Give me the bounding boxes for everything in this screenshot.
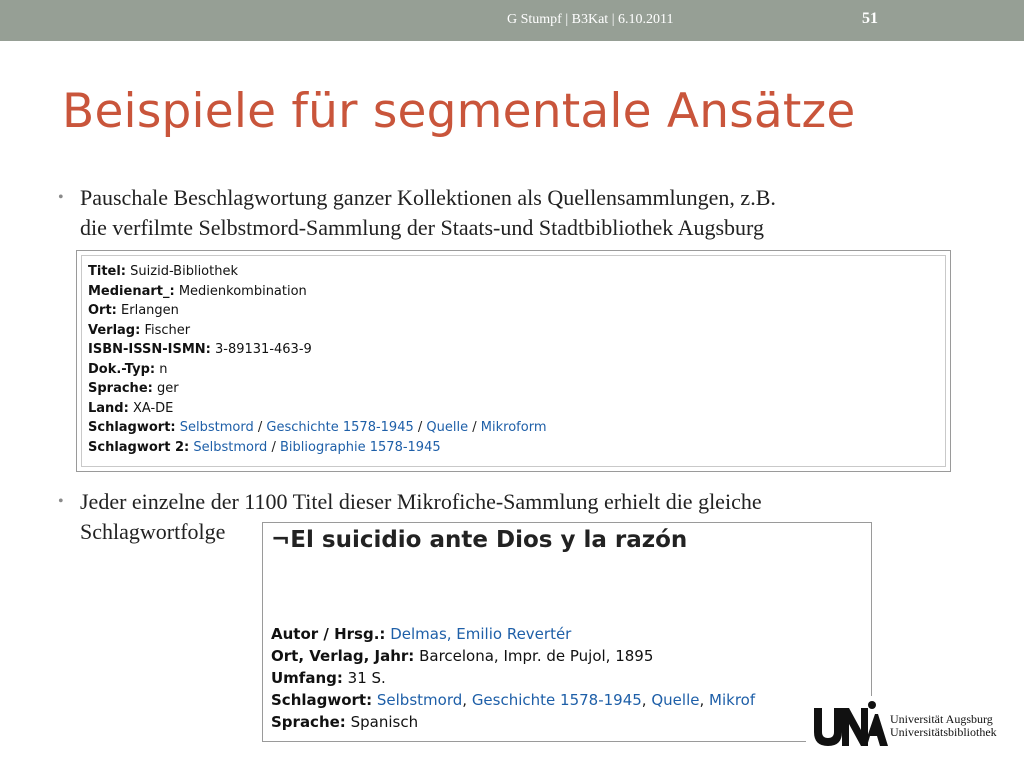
field-medienart: Medienart_: Medienkombination bbox=[88, 283, 307, 299]
bullet-1-line-2: die verfilmte Selbstmord-Sammlung der Staats-und Stadtbibliothek Augsburg bbox=[80, 215, 764, 240]
subject-link-quelle[interactable]: Quelle bbox=[651, 691, 700, 709]
university-logo bbox=[806, 696, 1016, 752]
subject-link-bibliographie[interactable]: Bibliographie 1578-1945 bbox=[280, 439, 441, 455]
header-bar bbox=[0, 0, 1024, 41]
subject-link-selbstmord[interactable]: Selbstmord bbox=[179, 420, 254, 435]
bullet-1 bbox=[58, 183, 980, 243]
field-doktyp: Dok.-Typ: n bbox=[88, 361, 168, 377]
field-schlagwort: Schlagwort: Selbstmord, Geschichte 1578-1945, Quelle, Mikrof bbox=[271, 691, 756, 709]
field-titel: Titel: Suizid-Bibliothek bbox=[88, 264, 238, 279]
field-autor: Autor / Hrsg.: Delmas, Emilio Revertér bbox=[271, 625, 572, 643]
slide-number: 51 bbox=[862, 10, 878, 27]
subject-link-selbstmord[interactable]: Selbstmord bbox=[376, 691, 463, 709]
bullet-2-line-1: Jeder einzelne der 1100 Titel dieser Mikrofiche-Sammlung erhielt die gleiche bbox=[80, 489, 762, 514]
footer-text: G Stumpf | B3Kat | 6.10.2011 bbox=[507, 12, 674, 27]
field-land: Land: XA-DE bbox=[88, 400, 174, 416]
bullet-dot: • bbox=[58, 493, 64, 510]
record-1-fields bbox=[88, 262, 546, 457]
uni-augsburg-logo-icon bbox=[812, 700, 888, 746]
slide-title: Beispiele für segmentale Ansätze bbox=[62, 84, 856, 139]
bullet-2-line-2: Schlagwortfolge bbox=[80, 519, 226, 544]
field-ort: Ort: Erlangen bbox=[88, 303, 179, 318]
bullet-dot: • bbox=[58, 189, 64, 206]
field-isbn: ISBN-ISSN-ISMN: 3-89131-463-9 bbox=[88, 342, 312, 357]
subject-link-mikroform[interactable]: Mikroform bbox=[480, 420, 547, 435]
subject-link-quelle[interactable]: Quelle bbox=[426, 420, 469, 435]
subject-link-selbstmord-2[interactable]: Selbstmord bbox=[193, 439, 268, 455]
subject-link-geschichte[interactable]: Geschichte 1578-1945 bbox=[266, 420, 414, 435]
field-schlagwort-2: Schlagwort 2: Selbstmord / Bibliographie 1578-1945 bbox=[88, 439, 441, 455]
catalog-record-1 bbox=[76, 250, 951, 472]
field-sprache: Sprache: Spanisch bbox=[271, 713, 419, 731]
field-schlagwort: Schlagwort: Selbstmord / Geschichte 1578-1945 / Quelle / Mikroform bbox=[88, 420, 547, 435]
catalog-record-2 bbox=[262, 522, 872, 742]
logo-line-1: Universität Augsburg bbox=[890, 712, 993, 726]
field-verlag: Verlag: Fischer bbox=[88, 322, 191, 338]
record-2-fields bbox=[271, 623, 755, 733]
logo-line-2: Universitätsbibliothek bbox=[890, 725, 997, 739]
record-2-title: ¬El suicidio ante Dios y la razón bbox=[271, 527, 688, 553]
field-umfang: Umfang: 31 S. bbox=[271, 669, 386, 687]
subject-link-mikroform[interactable]: Mikrof bbox=[709, 691, 756, 709]
author-link[interactable]: Delmas, Emilio Revertér bbox=[390, 625, 572, 643]
field-sprache: Sprache: ger bbox=[88, 381, 179, 396]
bullet-1-line-1: Pauschale Beschlagwortung ganzer Kollektionen als Quellensammlungen, z.B. bbox=[80, 185, 776, 210]
field-ort-verlag-jahr: Ort, Verlag, Jahr: Barcelona, Impr. de Pujol, 1895 bbox=[271, 647, 654, 665]
subject-link-geschichte[interactable]: Geschichte 1578-1945 bbox=[471, 691, 642, 709]
